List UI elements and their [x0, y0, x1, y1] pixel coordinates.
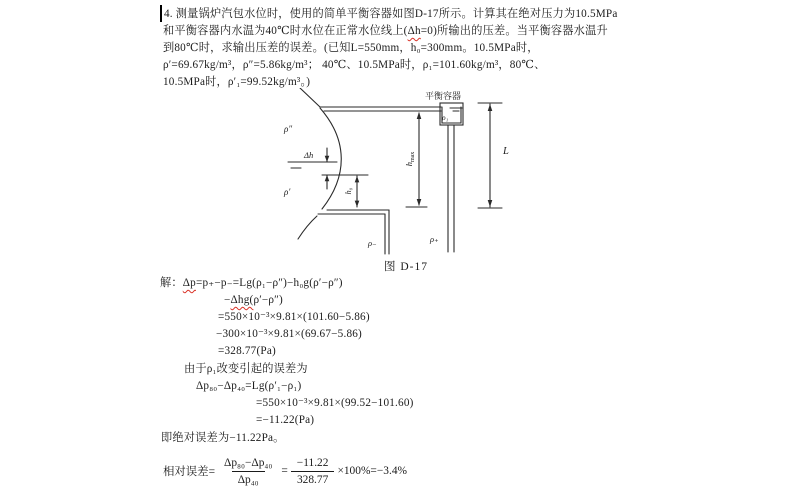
water-level-lines: [288, 162, 368, 175]
problem-line-1: 4. 测量锅炉汽包水位时，使用的简单平衡容器如图D-17所示。计算其在绝对压力为10.5MPa: [164, 8, 618, 20]
vessel-label: 平衡容器: [425, 91, 462, 101]
hmax-sub: max: [410, 151, 416, 163]
L-dimension: [478, 103, 502, 208]
relative-error-result: ×100%=−3.4%: [337, 465, 408, 477]
solution-note: 由于ρ₁改变引起的误差为: [184, 363, 308, 375]
solution-eq4: −300×10⁻³×9.81×(69.67−5.86): [216, 328, 362, 340]
solution-eq2-wavy: Δhg(: [230, 294, 254, 306]
relative-error-equation: [163, 451, 407, 491]
hmax-label: [404, 152, 416, 167]
solution-eq6: Δp₈₀−Δp₄₀=Lg(ρ′₁−ρ₁): [196, 380, 302, 392]
solution-eq1-rest: =p₊−p₋=Lg(ρ₁−ρ″)−h₀g(ρ′−ρ″): [195, 277, 343, 289]
solution-eq1-wavy: Δp: [182, 277, 196, 289]
problem-line-2-wavy: Δh: [407, 25, 421, 37]
problem-line-2-pre: 和平衡容器内水温为40℃时水位在正常水位线上(: [163, 25, 408, 37]
rho-double-prime-label: ρ″: [284, 124, 293, 134]
hmax-base: h: [404, 162, 414, 167]
solution-eq8: =−11.22(Pa): [256, 414, 315, 426]
problem-line-5: 10.5MPa时，ρ′₁=99.52kg/m³。): [163, 76, 311, 88]
rho-prime-label: ρ′: [284, 187, 291, 197]
problem-line-2: [163, 24, 608, 39]
plus-impulse-tube: [448, 125, 454, 252]
rho-minus-label: ρ₋: [368, 238, 377, 248]
solution-eq5: =328.77(Pa): [218, 345, 276, 357]
relative-error-label: 相对误差=: [163, 466, 215, 478]
solution-label: 解：: [160, 277, 183, 289]
minus-impulse-tube: [318, 210, 389, 254]
frac1-denominator: Δp₄₀: [232, 471, 265, 486]
solution-eq1: [160, 276, 343, 291]
frac2-denominator: 328.77: [291, 471, 334, 486]
figure-caption: 图 D-17: [384, 261, 429, 273]
delta-h-dimension: [325, 148, 330, 189]
solution-eq7: =550×10⁻³×9.81×(99.52−101.60): [256, 397, 414, 409]
equals-sign: =: [281, 465, 288, 477]
frac2-numerator: −11.22: [296, 456, 329, 469]
frac1-numerator: Δp₈₀−Δp₄₀: [224, 456, 273, 469]
solution-abs-error: 即绝对误差为−11.22Pa。: [161, 432, 285, 444]
h0-dimension: [355, 176, 360, 207]
delta-h-label: Δh: [304, 150, 314, 160]
problem-line-2-post: =0)所输出的压差。当平衡容器水温升: [420, 25, 608, 37]
rho1-label: ρ₁: [442, 113, 449, 122]
balance-vessel-diagram: [275, 88, 515, 260]
solution-eq3: =550×10⁻³×9.81×(101.60−5.86): [218, 311, 370, 323]
relative-error-fraction-symbolic: [218, 457, 278, 486]
L-label: L: [503, 146, 509, 157]
solution-eq2-rest: ρ′−ρ″): [253, 294, 283, 306]
rho-plus-label: ρ₊: [430, 234, 439, 244]
h0-label: h₀: [344, 187, 353, 195]
solution-eq2-pre: −: [224, 294, 231, 306]
relative-error-fraction-numeric: [291, 457, 335, 486]
solution-eq2: [224, 293, 283, 308]
top-pipe: [320, 107, 441, 111]
text-cursor: [160, 5, 162, 22]
problem-line-4: ρ′=69.67kg/m³，ρ″=5.86kg/m³； 40℃、10.5MPa时，ρ₁=101.60kg/m³，80℃、: [163, 59, 546, 71]
problem-line-3: 到80℃时，求输出压差的误差。(已知L=550mm，h₀=300mm。10.5MPa时，: [163, 42, 539, 54]
